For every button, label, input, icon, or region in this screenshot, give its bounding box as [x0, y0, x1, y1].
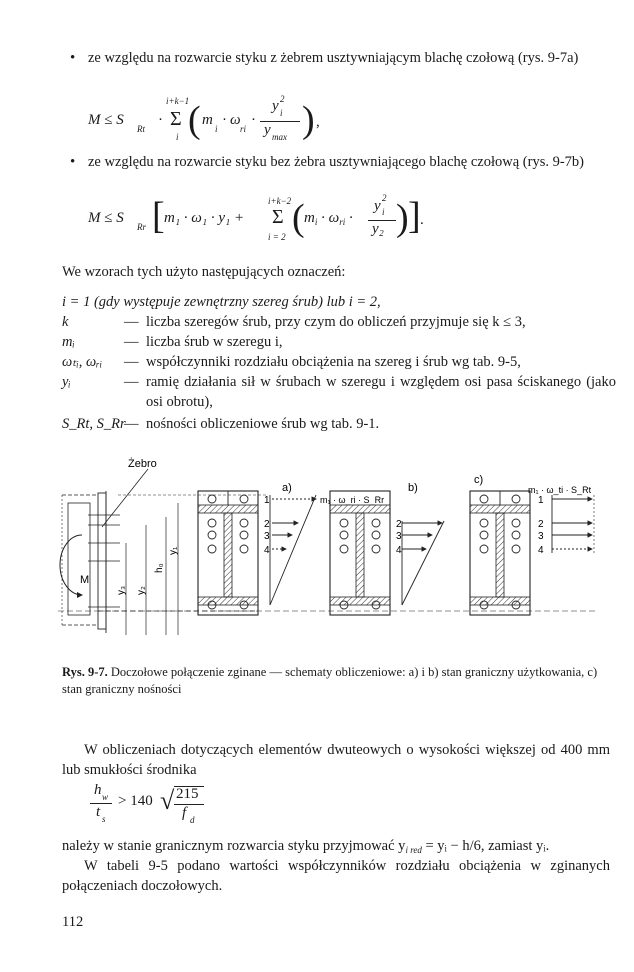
beam-side-view	[60, 491, 120, 633]
svg-text:1: 1	[264, 495, 270, 506]
caption-text: Doczołowe połączenie zginane — schematy obliczeniowe: a) i b) stan graniczny użytkowania, c) stan graniczny nośności	[62, 665, 598, 696]
svg-text:y₂: y₂	[136, 586, 147, 595]
force-label-a: m₁ · ω_ri · S_Rr	[320, 495, 385, 505]
formula-no-rib: M ≤ S Rr [ m₁ · ω₁ · y₁ + i+k−2 Σ i = 2 ( $m_i \cdot \omega_{ri}$ · y 2 i y₂ ) ] .	[88, 193, 424, 242]
figure-caption	[62, 664, 612, 698]
svg-text:2: 2	[264, 519, 270, 530]
definition-text: liczba szeregów śrub, przy czym do obliczeń przyjmuje się k ≤ 3,	[146, 314, 526, 330]
formula-slenderness: h w t s > 140 √ 215 f d	[88, 782, 228, 830]
definition-symbol: S_Rt, S_Rr	[62, 416, 126, 432]
moment-label: M	[80, 574, 90, 586]
caption-lead: Rys. 9-7.	[62, 665, 108, 679]
force-label-c: m₁ · ω_ti · S_Rt	[528, 485, 592, 495]
sum-icon: Σ	[170, 108, 182, 130]
formula1-sum-bottom: i	[176, 132, 179, 142]
endplate-c	[470, 474, 594, 615]
definition-symbol: yᵢ	[62, 374, 71, 390]
definition-text: ramię działania sił w śrubach w szeregu i względem osi pasa ściskanego (jako osi obrotu),	[146, 374, 616, 410]
page-number: 112	[62, 914, 84, 930]
svg-text:4: 4	[396, 545, 402, 556]
paragraph-reduction: należy w stanie granicznym rozwarcia styku przyjmować $y_{i red}$ = yᵢ − h/6, zamiast yᵢ.	[62, 838, 550, 855]
definition-symbol: mᵢ	[62, 334, 75, 350]
svg-text:3: 3	[396, 531, 402, 542]
svg-text:3: 3	[538, 531, 544, 542]
svg-text:3: 3	[264, 531, 270, 542]
sum-icon: Σ	[272, 206, 284, 228]
svg-text:1: 1	[538, 495, 544, 506]
definition-text: współczynniki rozdziału obciążenia na szereg i śrub wg tab. 9-5,	[146, 354, 521, 370]
definition-row: yᵢ — ramię działania sił w śrubach w szeregu i względem osi pasa ściskanego (jako osi obrotu),	[62, 374, 616, 410]
formula1-lhs-sub: Rt	[137, 124, 145, 134]
definition-symbol: k	[62, 314, 69, 330]
svg-text:y₁: y₁	[168, 546, 179, 555]
bullet-rib-case	[88, 48, 608, 68]
svg-text:2: 2	[538, 519, 544, 530]
definition-row	[62, 292, 622, 312]
bullet-no-rib-case	[88, 152, 608, 172]
paragraph-intro: W obliczeniach dotyczących elementów dwuteowych o wysokości większej od 400 mm lub smukłości środnika	[62, 742, 610, 778]
bullet-no-rib-text: ze względu na rozwarcie styku bez żebra usztywniającego blachę czołową (rys. 9-7b)	[88, 154, 584, 170]
paragraph-table-ref: W tabeli 9-5 podano wartości współczynników rozdziału obciążenia w zginanych połączeniach doczołowych.	[62, 858, 610, 894]
svg-text:b): b)	[408, 482, 418, 494]
definition-text: nośności obliczeniowe śrub wg tab. 9-1.	[146, 416, 380, 432]
definition-symbol: ωₜᵢ, ωᵣᵢ	[62, 354, 103, 370]
definition-text: i = 1 (gdy występuje zewnętrzny szereg śrub) lub i = 2,	[62, 294, 381, 310]
formula-rib: M ≤ S Rt · i+k−1 Σ i ( m i · ω ri · y 2 i y max ) ,	[88, 94, 320, 142]
formula1-sum-top: i+k−1	[166, 96, 190, 106]
bullet-rib-text: ze względu na rozwarcie styku z żebrem usztywniającym blachę czołową (rys. 9-7a)	[88, 50, 579, 66]
svg-text:a): a)	[282, 482, 292, 494]
definitions-intro: We wzorach tych użyto następujących oznaczeń:	[62, 264, 346, 280]
definition-text: liczba śrub w szeregu i,	[146, 334, 283, 350]
formula1-lhs: M ≤ S	[88, 112, 124, 128]
svg-text:y₃: y₃	[116, 585, 127, 595]
sqrt-icon: √	[160, 786, 175, 815]
figure-connection-schemes	[58, 455, 598, 650]
svg-text:4: 4	[538, 545, 544, 556]
svg-text:c): c)	[474, 474, 484, 486]
svg-text:h₀: h₀	[154, 563, 165, 573]
dimension-lines	[58, 495, 598, 635]
svg-text:2: 2	[396, 519, 402, 530]
svg-text:4: 4	[264, 545, 270, 556]
rib-label: Żebro	[128, 458, 157, 470]
